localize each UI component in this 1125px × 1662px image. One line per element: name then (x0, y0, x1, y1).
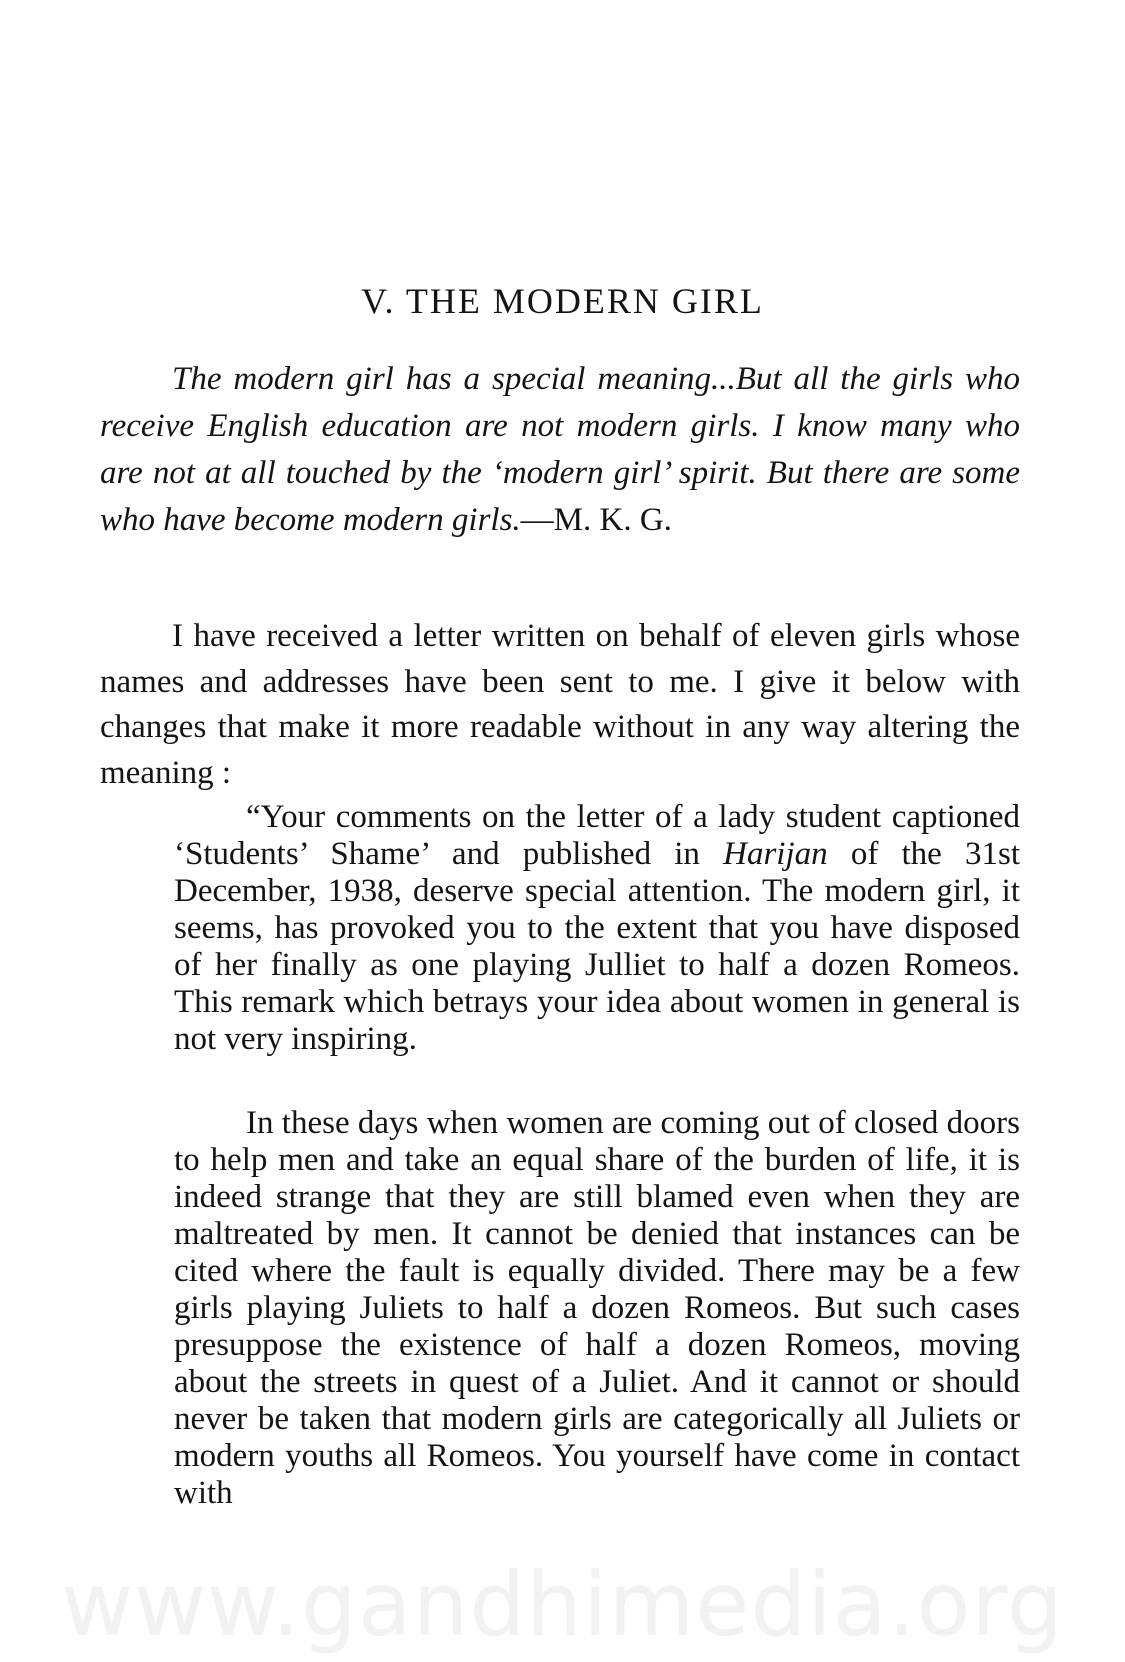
intro-paragraph: I have received a letter written on behalf of eleven girls whose names and addresses have been sent to me. I give it below with changes that make it more readable without in any way altering the meaning : (100, 618, 1020, 791)
letter-paragraph-1 (174, 799, 1020, 1058)
watermark: www.gandhimedia.org (61, 1553, 1064, 1656)
epigraph-attribution: —M. K. G. (520, 502, 672, 538)
letter-paragraph-2: In these days when women are coming out of closed doors to help men and take an equal share of the burden of life, it is indeed strange that they are still blamed even when they are maltreated by men. It cannot be denied that instances can be cited where the fault is equally divided. There may be a few girls playing Juliets to half a dozen Romeos. But such cases presuppose the existence of half a dozen Romeos, moving about the streets in quest of a Juliet. And it cannot or should never be taken that modern girls are categorically all Juliets or modern youths all Romeos. You yourself have come in contact with (174, 1105, 1020, 1511)
epigraph-text: The modern girl has a special meaning...But all the girls who receive English education are not modern girls. I know many who are not at all touched by the ‘modern girl’ spirit. But there are some who have become modern girls. (100, 361, 1020, 538)
journal-name: Harijan (723, 836, 828, 872)
chapter-title: V. THE MODERN GIRL (361, 281, 764, 321)
letter-p1-rest: of the 31st December, 1938, deserve special attention. The modern girl, it seems, has provoked you to the extent that you have disposed of her finally as one playing Julliet to half a dozen Romeos. This remark which betrays your idea about women in general is not very inspiring. (174, 836, 1021, 1057)
letter-p1-opening: “Your comments on the letter of a lady student captioned ‘Students’ Shame’ and published in (174, 799, 1020, 872)
epigraph (100, 356, 1020, 544)
